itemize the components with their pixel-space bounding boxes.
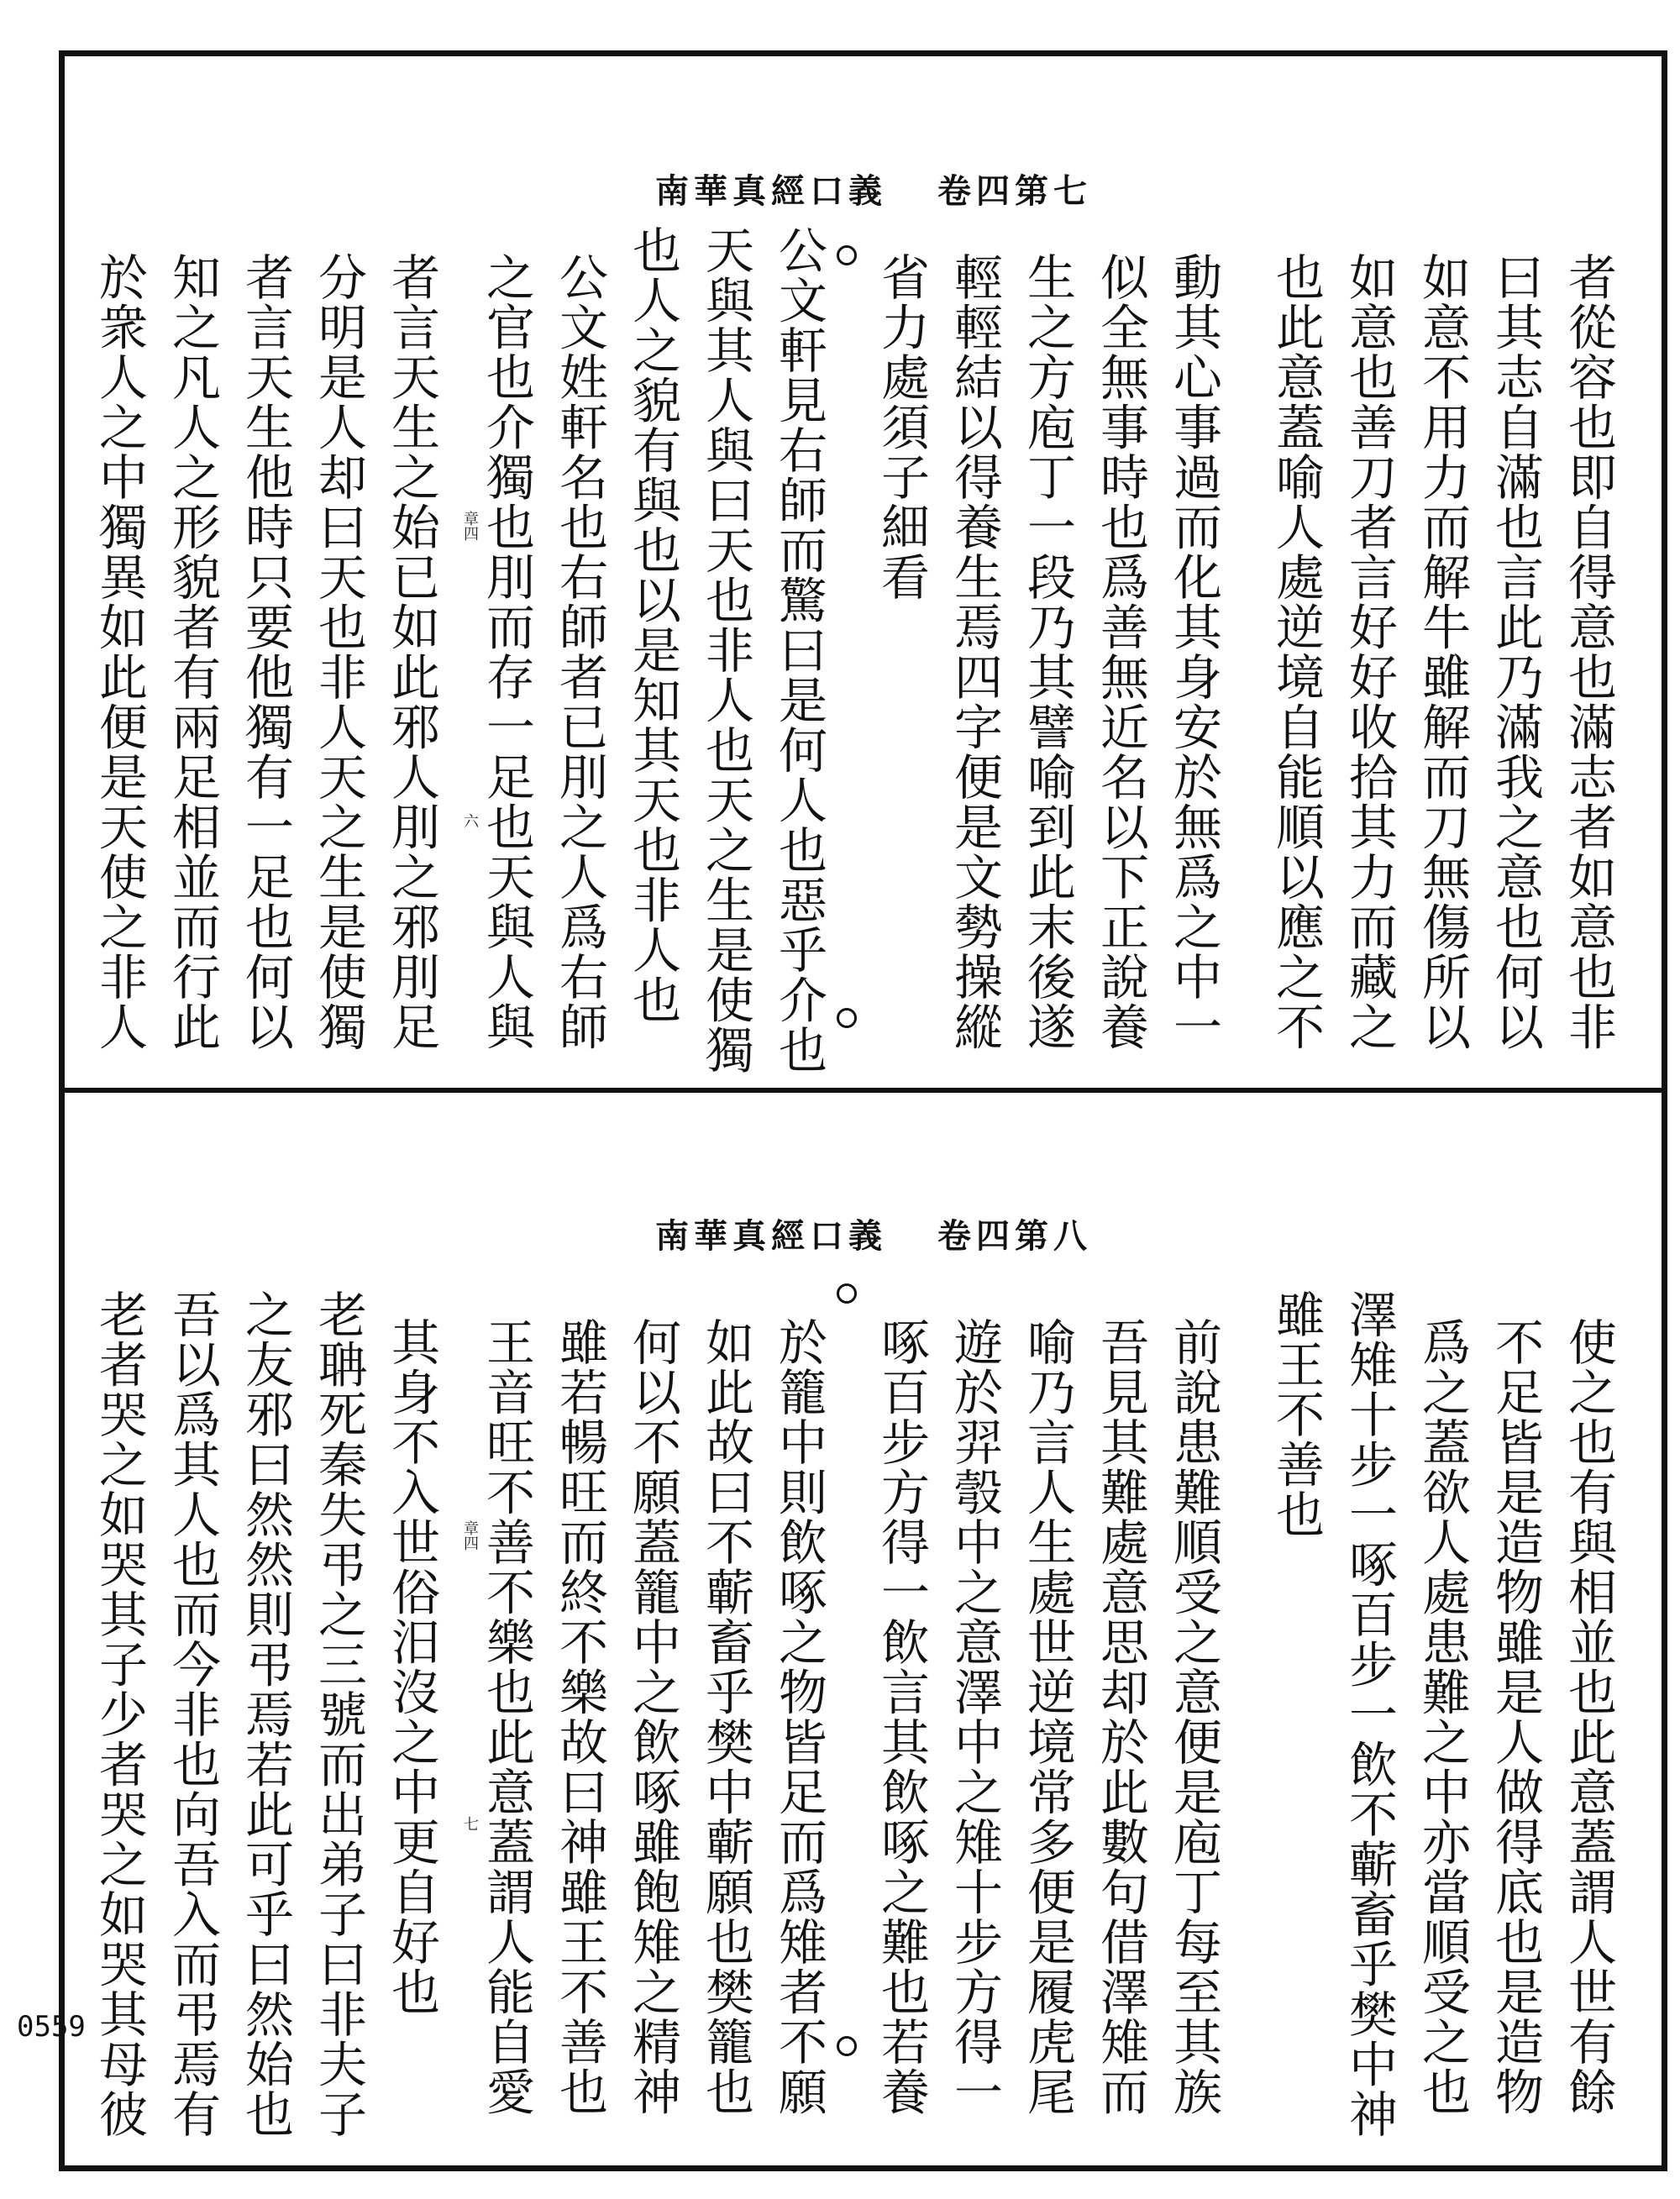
page-number: 0559 [17, 2010, 86, 2044]
top-column: 天與其人與曰天也非人也天之生是使獨 [697, 225, 754, 1075]
top-column: 者言天生他時只要他獨有一足也何以 [237, 252, 294, 1052]
bottom-column: 爲之蓋欲人處患難之中亦當順受之也 [1414, 1317, 1471, 2117]
bottom-column: 澤雉十步一啄百步一飲不蘄畜乎樊中神 [1341, 1289, 1398, 2139]
bottom-margin-note: 七 [461, 1816, 479, 1831]
section-circle-mark [837, 1008, 857, 1028]
top-column: 省力處須子細看 [873, 252, 930, 602]
top-column: 如意不用力而解牛雖解而刀無傷所以 [1414, 252, 1471, 1052]
bottom-column: 吾以爲其人也而今非也向吾入而弔焉有 [164, 1289, 221, 2139]
top-header [655, 165, 1092, 213]
page-divider [59, 1088, 1667, 1093]
bottom-column: 之友邪曰然然則弔焉若此可乎曰然始也 [237, 1289, 294, 2139]
bottom-column: 其身不入世俗汨沒之中更自好也 [383, 1317, 440, 2017]
bottom-header [655, 1210, 1092, 1257]
top-column: 分明是人却曰天也非人天之生是使獨 [310, 252, 367, 1052]
top-column: 者言天生之始已如此邪人刖之邪刖足 [383, 252, 440, 1052]
bottom-column: 使之也有與相並也此意蓋謂人世有餘 [1560, 1317, 1617, 2117]
top-column: 似全無事時也爲善無近名以下正說養 [1092, 252, 1149, 1052]
section-circle-mark [837, 2036, 857, 2056]
top-column: 也人之貌有與也以是知其天也非人也 [624, 225, 681, 1025]
bottom-column: 吾見其難處意思却於此數句借澤雉而 [1092, 1317, 1149, 2117]
bottom-column: 老者哭之如哭其子少者哭之如哭其母彼 [91, 1289, 148, 2139]
bottom-column: 何以不願蓋籠中之飲啄雖飽雉之精神 [624, 1317, 681, 2117]
bottom-column: 遊於羿彀中之意澤中之雉十步方得一 [946, 1317, 1003, 2117]
section-circle-mark [837, 1283, 857, 1304]
bottom-column: 前說患難順受之意便是庖丁每至其族 [1165, 1317, 1222, 2117]
bottom-header-title: 南華真經口義 [655, 1216, 887, 1256]
top-column: 曰其志自滿也言此乃滿我之意也何以 [1487, 252, 1544, 1052]
top-column: 者從容也即自得意也滿志者如意也非 [1560, 252, 1617, 1052]
top-column: 知之凡人之形貌者有兩足相並而行此 [164, 252, 221, 1052]
top-column: 也此意蓋喻人處逆境自能順以應之不 [1268, 252, 1325, 1052]
top-column: 生之方庖丁一段乃其譬喻到此末後遂 [1019, 252, 1076, 1052]
top-margin-note: 六 [461, 813, 479, 828]
top-header-volume: 卷四第七 [937, 171, 1092, 211]
top-column: 如意也善刀者言好好收拾其力而藏之 [1341, 252, 1398, 1052]
bottom-column: 於籠中則飲啄之物皆足而爲雉者不願 [770, 1317, 827, 2117]
bottom-column: 雖王不善也 [1268, 1289, 1325, 1540]
top-header-title: 南華真經口義 [655, 171, 887, 211]
bottom-header-volume: 卷四第八 [937, 1216, 1092, 1256]
top-margin-note: 章四 [461, 511, 479, 541]
top-column: 於衆人之中獨異如此便是天使之非人 [91, 252, 148, 1052]
bottom-column: 老聃死秦失弔之三號而出弟子曰非夫子 [310, 1289, 367, 2139]
top-column: 公文軒見右師而驚曰是何人也惡乎介也 [770, 225, 827, 1075]
bottom-column: 啄百步方得一飲言其飲啄之難也若養 [873, 1317, 930, 2117]
top-column: 之官也介獨也刖而存一足也天與人與 [478, 252, 535, 1052]
bottom-column: 如此故曰不蘄畜乎樊中蘄願也樊籠也 [697, 1317, 754, 2117]
top-column: 輕輕結以得養生焉四字便是文勢操縱 [946, 252, 1003, 1052]
bottom-column: 喻乃言人生處世逆境常多便是履虎尾 [1019, 1317, 1076, 2117]
section-circle-mark [837, 245, 857, 265]
bottom-column: 王音旺不善不樂也此意蓋謂人能自愛 [478, 1317, 535, 2117]
bottom-column: 雖若暢旺而終不樂故曰神雖王不善也 [551, 1317, 608, 2117]
top-column: 公文姓軒名也右師者已刖之人爲右師 [551, 252, 608, 1052]
top-column: 動其心事過而化其身安於無爲之中一 [1165, 252, 1222, 1052]
bottom-margin-note: 章四 [461, 1520, 479, 1551]
bottom-column: 不足皆是造物雖是人做得底也是造物 [1487, 1317, 1544, 2117]
